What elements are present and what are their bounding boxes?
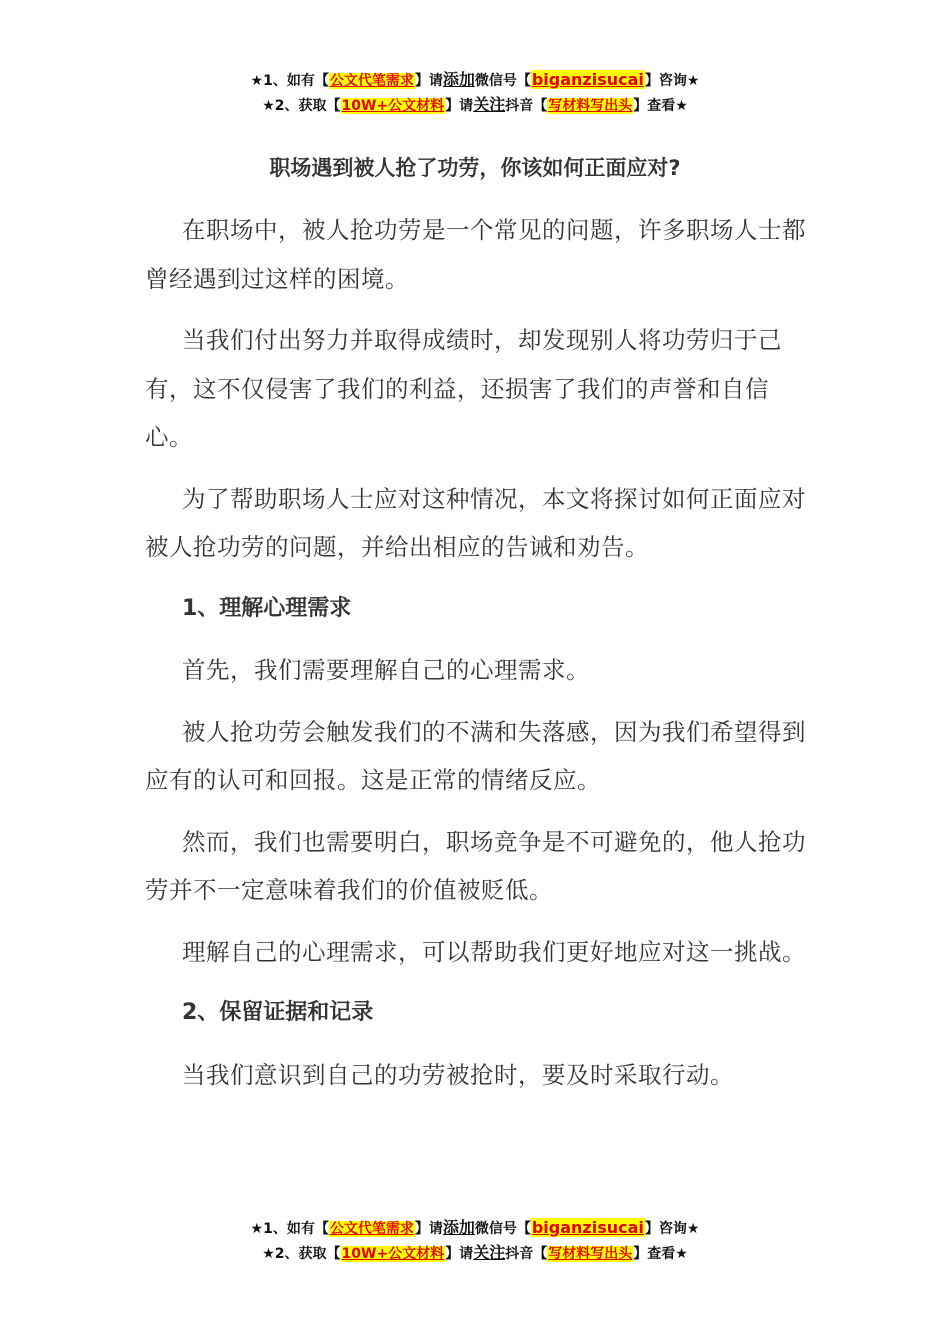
banner-line2-emphasis: 关注 (473, 95, 506, 114)
document-title: 职场遇到被人抢了功劳，你该如何正面应对? (269, 156, 681, 180)
banner-line2-suffix: 】查看★ (633, 98, 688, 114)
paragraph: 为了帮助职场人士应对这种情况，本文将探讨如何正面应对被人抢功劳的问题，并给出相应的告诫和劝告。 (145, 484, 806, 561)
banner-line2-prefix: ★2、获取【 (262, 98, 341, 114)
section-heading: 1、理解心理需求 (182, 595, 352, 621)
banner-highlight-materials: 10W+公文材料 (341, 1246, 445, 1262)
banner-highlight-wechat-id: biganzisucai (531, 70, 644, 89)
banner-highlight-service: 公文代笔需求 (329, 73, 414, 89)
banner-line2-mid2: 抖音【 (505, 1246, 548, 1262)
banner-line2-prefix: ★2、获取【 (262, 1246, 341, 1262)
banner-line-1 (0, 1216, 950, 1241)
banner-highlight-wechat-id: biganzisucai (531, 1218, 644, 1237)
banner-highlight-materials: 10W+公文材料 (341, 98, 445, 114)
banner-line1-suffix: 】咨询★ (644, 73, 700, 89)
banner-line1-prefix: ★1、如有【 (250, 1221, 329, 1237)
banner-line1-mid2: 微信号【 (474, 73, 531, 89)
document-body (145, 206, 807, 1112)
footer-banner (0, 1216, 950, 1266)
banner-line1-emphasis: 添加 (442, 70, 475, 89)
paragraph: 被人抢功劳会触发我们的不满和失落感，因为我们希望得到应有的认可和回报。这是正常的情绪反应。 (145, 717, 806, 794)
banner-line-2 (0, 1241, 950, 1266)
banner-line1-mid2: 微信号【 (474, 1221, 531, 1237)
banner-line1-mid1: 】请 (414, 73, 443, 89)
paragraph: 在职场中，被人抢功劳是一个常见的问题，许多职场人士都曾经遇到过这样的困境。 (145, 216, 806, 293)
banner-line2-suffix: 】查看★ (633, 1246, 688, 1262)
banner-line-1 (0, 68, 950, 93)
banner-line1-emphasis: 添加 (442, 1218, 475, 1237)
header-banner (0, 68, 950, 118)
banner-line2-mid1: 】请 (445, 1246, 474, 1262)
banner-line1-mid1: 】请 (414, 1221, 443, 1237)
paragraph: 首先，我们需要理解自己的心理需求。 (182, 656, 590, 684)
banner-line1-suffix: 】咨询★ (644, 1221, 700, 1237)
banner-highlight-douyin: 写材料写出头 (548, 98, 633, 114)
banner-line2-mid1: 】请 (445, 98, 474, 114)
paragraph: 理解自己的心理需求，可以帮助我们更好地应对这一挑战。 (182, 937, 806, 966)
paragraph: 然而，我们也需要明白，职场竞争是不可避免的，他人抢功劳并不一定意味着我们的价值被贬低。 (145, 827, 806, 904)
banner-highlight-douyin: 写材料写出头 (548, 1246, 633, 1262)
banner-line-2 (0, 93, 950, 118)
paragraph: 当我们意识到自己的功劳被抢时，要及时采取行动。 (182, 1060, 734, 1089)
banner-line1-prefix: ★1、如有【 (250, 73, 329, 89)
banner-line2-mid2: 抖音【 (505, 98, 548, 114)
banner-line2-emphasis: 关注 (473, 1243, 506, 1262)
banner-highlight-service: 公文代笔需求 (329, 1221, 414, 1237)
paragraph: 当我们付出努力并取得成绩时，却发现别人将功劳归于己有，这不仅侵害了我们的利益，还损害了我们的声誉和自信心。 (145, 326, 782, 451)
section-heading: 2、保留证据和记录 (182, 1000, 374, 1025)
